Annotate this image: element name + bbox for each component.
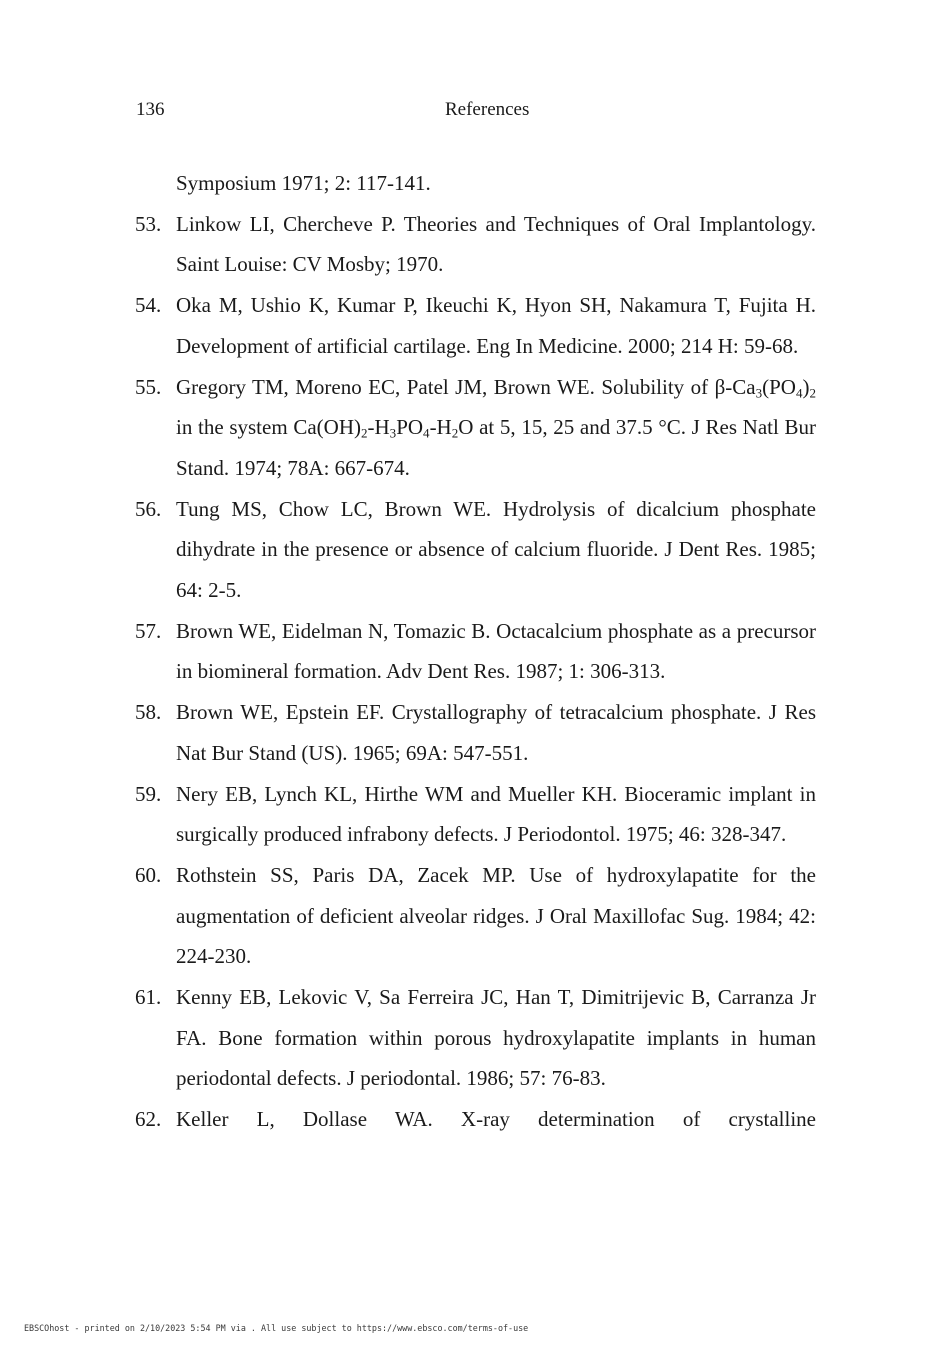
running-head: References [445, 99, 530, 120]
reference-text [176, 204, 816, 285]
reference-text-segment: Brown WE, Epstein EF. Crystallography of tetracalcium phosphate. J Res Nat Bur Stand (US). 1965; 69A: 547-551. [176, 700, 816, 765]
reference-text [176, 855, 816, 977]
reference-text [176, 611, 816, 692]
reference-number: 60 . [135, 855, 161, 896]
reference-text [176, 977, 816, 1099]
reference-number: 54 . [135, 285, 161, 326]
reference-number: 53 . [135, 204, 161, 245]
reference-continuation [135, 163, 816, 204]
reference-text-segment: Gregory TM, Moreno EC, Patel JM, Brown WE. Solubility of β-Ca [176, 374, 756, 399]
reference-text-segment: Brown WE, Eidelman N, Tomazic B. Octacalcium phosphate as a precursor in biomineral formation. Adv Dent Res. 1987; 1: 306-313. [176, 618, 816, 684]
reference-number: 59 . [135, 774, 161, 815]
reference-number: 62 . [135, 1099, 161, 1140]
page-number: 136 [136, 99, 165, 120]
reference-text-segment: -H [367, 415, 390, 440]
reference-text-segment: Keller L, Dollase WA. X-ray determination of crystalline [176, 1107, 816, 1132]
reference-text [176, 1099, 816, 1140]
reference-text [176, 489, 816, 611]
reference-text: Symposium 1971; 2: 117-141. [176, 171, 431, 195]
reference-text-segment: Nery EB, Lynch KL, Hirthe WM and Mueller KH. Bioceramic implant in surgically produced infrabony defects. J Periodontol. 1975; 46: 328-347. [176, 781, 816, 847]
reference-number: 57 . [135, 611, 161, 652]
reference-item [135, 977, 816, 1099]
reference-text-segment: Kenny EB, Lekovic V, Sa Ferreira JC, Han T, Dimitrijevic B, Carranza Jr FA. Bone formation within porous hydroxylapatite implants in human periodontal defects. J periodontal. 1986; 57: 76-83. [176, 985, 816, 1091]
reference-item [135, 611, 816, 692]
reference-number: 55 . [135, 367, 161, 408]
reference-item [135, 855, 816, 977]
reference-item [135, 204, 816, 285]
reference-items [135, 204, 816, 1140]
reference-number: 56 . [135, 489, 161, 530]
subscript: 4 [423, 425, 430, 441]
reference-text-segment: PO [396, 415, 424, 440]
reference-text [176, 774, 816, 855]
subscript: 3 [389, 425, 397, 441]
reference-text-segment: Tung MS, Chow LC, Brown WE. Hydrolysis of dicalcium phosphate dihydrate in the presence or absence of calcium fluoride. J Dent Res. 1985; 64: 2-5. [176, 496, 816, 603]
reference-item [135, 692, 816, 773]
reference-text [176, 285, 816, 366]
reference-text-segment: -H [429, 415, 452, 440]
reference-item [135, 285, 816, 366]
reference-number: 58 . [135, 692, 161, 733]
reference-number: 61 . [135, 977, 161, 1018]
reference-text-segment: in the system Ca(OH) [176, 415, 361, 440]
reference-item [135, 1099, 816, 1140]
reference-text-segment: O at 5, 15, 25 and 37.5 °C. J Res Natl Bur Stand. 1974; 78A: 667-674. [176, 415, 816, 480]
subscript: 4 [795, 384, 803, 400]
subscript: 2 [809, 384, 816, 400]
reference-text-segment: Rothstein SS, Paris DA, Zacek MP. Use of hydroxylapatite for the augmentation of deficient alveolar ridges. J Oral Maxillofac Sug. 1984; 42: 224-230. [176, 862, 816, 969]
subscript: 2 [360, 425, 368, 441]
reference-list [135, 163, 816, 1140]
ebsco-footer: EBSCOhost - printed on 2/10/2023 5:54 PM via . All use subject to https://www.ebsco.com/terms-of-use [24, 1323, 529, 1333]
reference-text-segment: (PO [762, 374, 796, 399]
reference-text-segment: ) [802, 374, 810, 399]
reference-item [135, 774, 816, 855]
reference-item [135, 489, 816, 611]
reference-text-segment: Oka M, Ushio K, Kumar P, Ikeuchi K, Hyon SH, Nakamura T, Fujita H. Development of artificial cartilage. Eng In Medicine. 2000; 214 H: 59-68. [176, 293, 816, 358]
reference-text-segment: Linkow LI, Chercheve P. Theories and Techniques of Oral Implantology. Saint Louise: CV Mosby; 1970. [176, 211, 816, 277]
reference-text [176, 367, 816, 489]
reference-text [176, 692, 816, 773]
reference-item [135, 367, 816, 489]
subscript: 3 [755, 384, 763, 400]
subscript: 2 [451, 425, 459, 441]
